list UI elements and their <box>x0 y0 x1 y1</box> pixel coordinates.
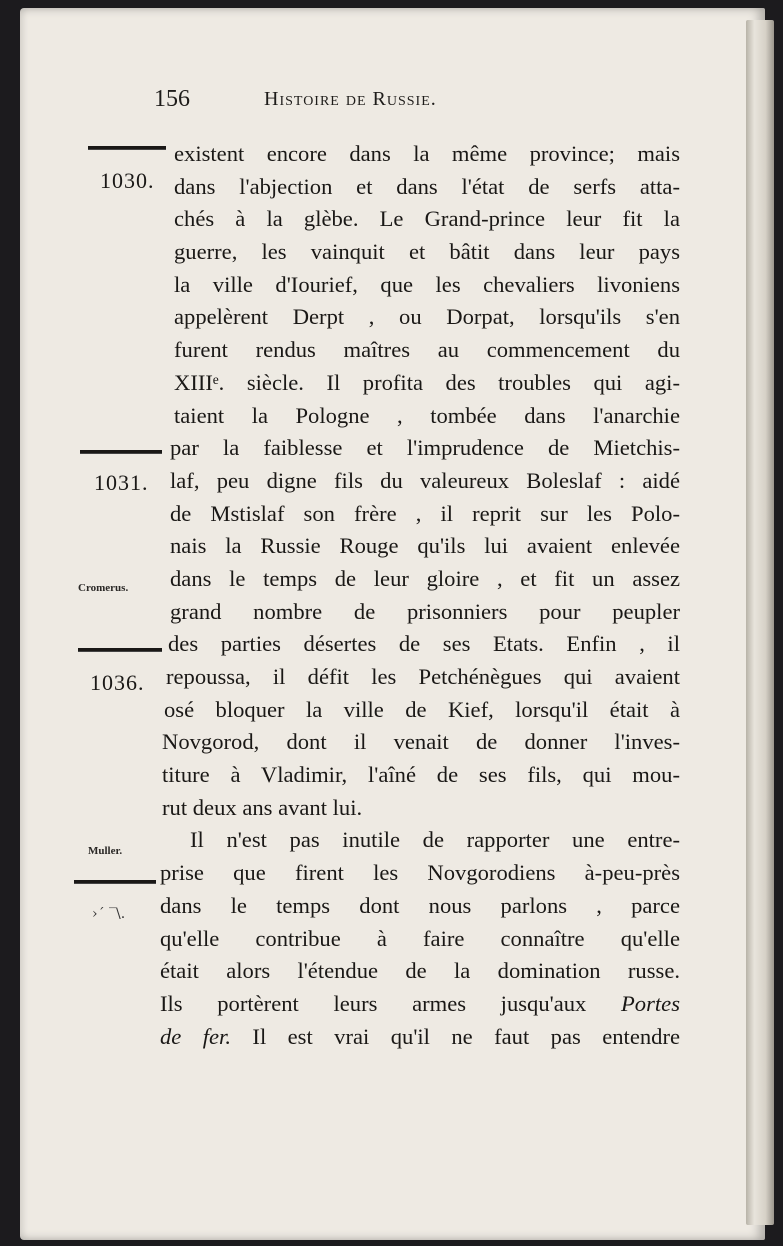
text-line: Novgorod, dont il venait de donner l'inves- <box>162 729 680 755</box>
text-line: Il n'est pas inutile de rapporter une entre- <box>190 827 680 853</box>
page-header <box>0 86 783 116</box>
text-line: repoussa, il défit les Petchénègues qui avaient <box>166 664 680 689</box>
text-line <box>148 1021 680 1054</box>
text-line: prise que firent les Novgorodiens à-peu-près <box>160 860 680 886</box>
text-line: dans l'abjection et dans l'état de serfs atta- <box>174 173 680 199</box>
text-line: existent encore dans la même province; mais <box>174 141 680 166</box>
text-line: titure à Vladimir, l'aîné de ses fils, qui mou- <box>162 762 680 788</box>
text-line: XIIIᵉ. siècle. Il profita des troubles qui agi- <box>174 369 680 395</box>
italic-term: de fer. <box>160 1023 231 1049</box>
text-line: par la faiblesse et l'imprudence de Mietchis- <box>170 435 680 461</box>
text-line: des parties désertes de ses Etats. Enfin , il <box>168 631 680 657</box>
margin-rule <box>74 880 156 884</box>
text-line: chés à la glèbe. Le Grand-prince leur fit la <box>174 206 680 232</box>
text-line: était alors l'étendue de la domination russe. <box>160 958 680 984</box>
text-line: laf, peu digne fils du valeureux Boleslaf : aidé <box>170 467 680 493</box>
text-line <box>148 988 680 1021</box>
margin-source-note: Muller. <box>88 845 123 857</box>
text-segment: Il est vrai qu'il ne faut pas entendre <box>231 1023 680 1049</box>
margin-year: 1036. <box>90 670 145 695</box>
text-line: taient la Pologne , tombée dans l'anarchie <box>174 402 680 428</box>
margin-mark: ›´ ‾\. <box>92 906 126 922</box>
page-number: 156 <box>154 86 190 112</box>
text-line: osé bloquer la ville de Kief, lorsqu'il était à <box>164 696 680 722</box>
text-line: la ville d'Iourief, que les chevaliers livoniens <box>174 271 680 297</box>
margin-year: 1030. <box>100 168 155 193</box>
body-text <box>148 138 680 1053</box>
running-title: Histoire de Russie. <box>264 88 437 110</box>
adjacent-page-edge <box>746 20 774 1225</box>
margin-source-note: Cromerus. <box>78 582 129 594</box>
text-line: nais la Russie Rouge qu'ils lui avaient enlevée <box>170 533 680 559</box>
italic-term: Portes <box>621 990 680 1016</box>
text-line: dans le temps dont nous parlons , parce <box>160 892 680 918</box>
margin-year: 1031. <box>94 470 149 495</box>
text-line: qu'elle contribue à faire connaître qu'elle <box>160 925 680 951</box>
text-line: appelèrent Derpt , ou Dorpat, lorsqu'ils s'en <box>174 304 680 330</box>
text-line: guerre, les vainquit et bâtit dans leur pays <box>174 239 680 265</box>
text-line: furent rendus maîtres au commencement du <box>174 337 680 363</box>
text-line: rut deux ans avant lui. <box>162 794 363 820</box>
text-line: grand nombre de prisonniers pour peupler <box>170 598 680 624</box>
text-line: dans le temps de leur gloire , et fit un assez <box>170 565 680 591</box>
text-segment: Ils portèrent leurs armes jusqu'aux <box>160 990 621 1016</box>
text-line: de Mstislaf son frère , il reprit sur les Polo- <box>170 500 680 526</box>
